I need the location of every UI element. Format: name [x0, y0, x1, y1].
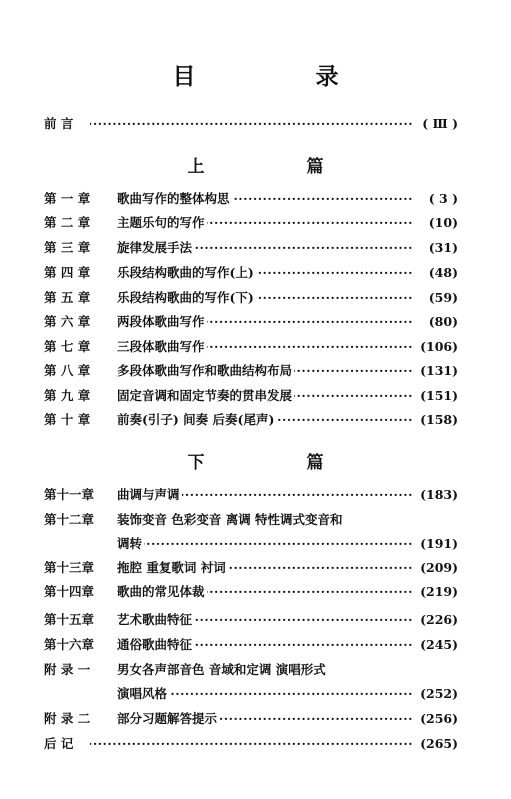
- entry-label: 前 言: [44, 116, 74, 131]
- entry-label: 第 九 章: [44, 388, 91, 403]
- entry-title: 前奏(引子) 间奏 后奏(尾声) ·····: [117, 410, 412, 430]
- entry-page: ( Ⅲ ): [414, 114, 458, 134]
- entry-label: 第 一 章: [44, 191, 91, 206]
- toc-entry[interactable]: [44, 312, 458, 332]
- entry-label: 第 二 章: [44, 215, 91, 230]
- entry-title: 艺术歌曲特征 ·····: [117, 610, 412, 630]
- entry-page: (252): [414, 684, 458, 704]
- toc-entry[interactable]: [44, 386, 458, 406]
- entry-title: [88, 114, 412, 134]
- entry-title: 男女各声部音色 音域和定调 演唱形式: [117, 662, 326, 677]
- entry-page: (80): [414, 312, 458, 332]
- entry-title: 乐段结构歌曲的写作(下) ·····: [117, 288, 412, 308]
- entry-title-cont: 演唱风格 ·····: [117, 684, 412, 704]
- toc-entry[interactable]: [44, 485, 458, 505]
- entry-title: 旋律发展手法 ·····: [117, 238, 412, 258]
- entry-title: 拖腔 重复歌词 衬词 ·····: [117, 558, 412, 578]
- entry-title: 通俗歌曲特征 ·····: [117, 635, 412, 655]
- toc-entry[interactable]: [44, 213, 458, 233]
- entry-label: 第 三 章: [44, 240, 91, 255]
- entry-page: (226): [414, 610, 458, 630]
- entry-title-cont: 调转 ·····: [117, 534, 412, 554]
- entry-label: 后 记: [44, 736, 74, 751]
- entry-label: 第 五 章: [44, 290, 91, 305]
- entry-page: (31): [414, 238, 458, 258]
- entry-label: 附 录 二: [44, 711, 91, 726]
- toc-entry[interactable]: [44, 288, 458, 308]
- entry-title: [88, 734, 412, 754]
- entry-label: 第十三章: [44, 560, 95, 575]
- entry-page: (158): [414, 410, 458, 430]
- entry-title: 部分习题解答提示 ·····: [117, 709, 412, 729]
- toc-entry[interactable]: [44, 558, 458, 578]
- entry-label: 附 录 一: [44, 662, 91, 677]
- toc-entry[interactable]: [44, 337, 458, 357]
- entry-label: 第 十 章: [44, 412, 91, 427]
- entry-label: 第十二章: [44, 512, 95, 527]
- entry-label: 第十六章: [44, 637, 95, 652]
- toc-entry[interactable]: [44, 510, 458, 530]
- entry-page: (265): [414, 734, 458, 754]
- toc-entry-postscript[interactable]: [44, 734, 458, 754]
- toc-entry-continuation[interactable]: [44, 684, 458, 704]
- entry-label: 第十四章: [44, 584, 95, 599]
- entry-page: (245): [414, 635, 458, 655]
- entry-title: 歌曲写作的整体构思 ·····: [117, 189, 412, 209]
- entry-title: 固定音调和固定节奏的贯串发展 ·····: [117, 386, 412, 406]
- toc-entry[interactable]: [44, 635, 458, 655]
- part-heading-1: 上 篇: [187, 157, 372, 177]
- toc-entry[interactable]: [44, 410, 458, 430]
- entry-title: 三段体歌曲写作 ·····: [117, 337, 412, 357]
- entry-title: 多段体歌曲写作和歌曲结构布局 ·····: [117, 361, 412, 381]
- toc-entry-preface[interactable]: [44, 114, 458, 134]
- entry-page: (48): [414, 263, 458, 283]
- entry-title: 两段体歌曲写作 ·····: [117, 312, 412, 332]
- entry-page: (106): [414, 337, 458, 357]
- entry-label: 第 七 章: [44, 339, 91, 354]
- toc-entry[interactable]: [44, 263, 458, 283]
- toc-entry[interactable]: [44, 238, 458, 258]
- entry-title: 主题乐句的写作 ·····: [117, 213, 412, 233]
- entry-label: 第 四 章: [44, 265, 91, 280]
- entry-label: 第 八 章: [44, 363, 91, 378]
- entry-label: 第 六 章: [44, 314, 91, 329]
- toc-entry[interactable]: [44, 582, 458, 602]
- toc-entry-continuation[interactable]: [44, 534, 458, 554]
- entry-title: 装饰变音 色彩变音 离调 特性调式变音和: [117, 512, 343, 527]
- entry-page: (59): [414, 288, 458, 308]
- toc-entry[interactable]: [44, 189, 458, 209]
- entry-label: 第十五章: [44, 612, 95, 627]
- toc-entry[interactable]: [44, 361, 458, 381]
- page-title: 目 录: [172, 63, 395, 90]
- entry-title: 乐段结构歌曲的写作(上) ·····: [117, 263, 412, 283]
- entry-page: (209): [414, 558, 458, 578]
- entry-title: 曲调与声调 ·····: [117, 485, 412, 505]
- entry-page: (183): [414, 485, 458, 505]
- entry-page: (191): [414, 534, 458, 554]
- toc-entry[interactable]: [44, 709, 458, 729]
- toc-entry[interactable]: [44, 660, 458, 680]
- entry-page: (219): [414, 582, 458, 602]
- entry-page: (151): [414, 386, 458, 406]
- part-heading-2: 下 篇: [187, 453, 372, 473]
- entry-page: (256): [414, 709, 458, 729]
- entry-page: (131): [414, 361, 458, 381]
- entry-title: 歌曲的常见体裁 ·····: [117, 582, 412, 602]
- toc-entry[interactable]: [44, 610, 458, 630]
- entry-page: (10): [414, 213, 458, 233]
- entry-label: 第十一章: [44, 487, 95, 502]
- entry-page: ( 3 ): [414, 189, 458, 209]
